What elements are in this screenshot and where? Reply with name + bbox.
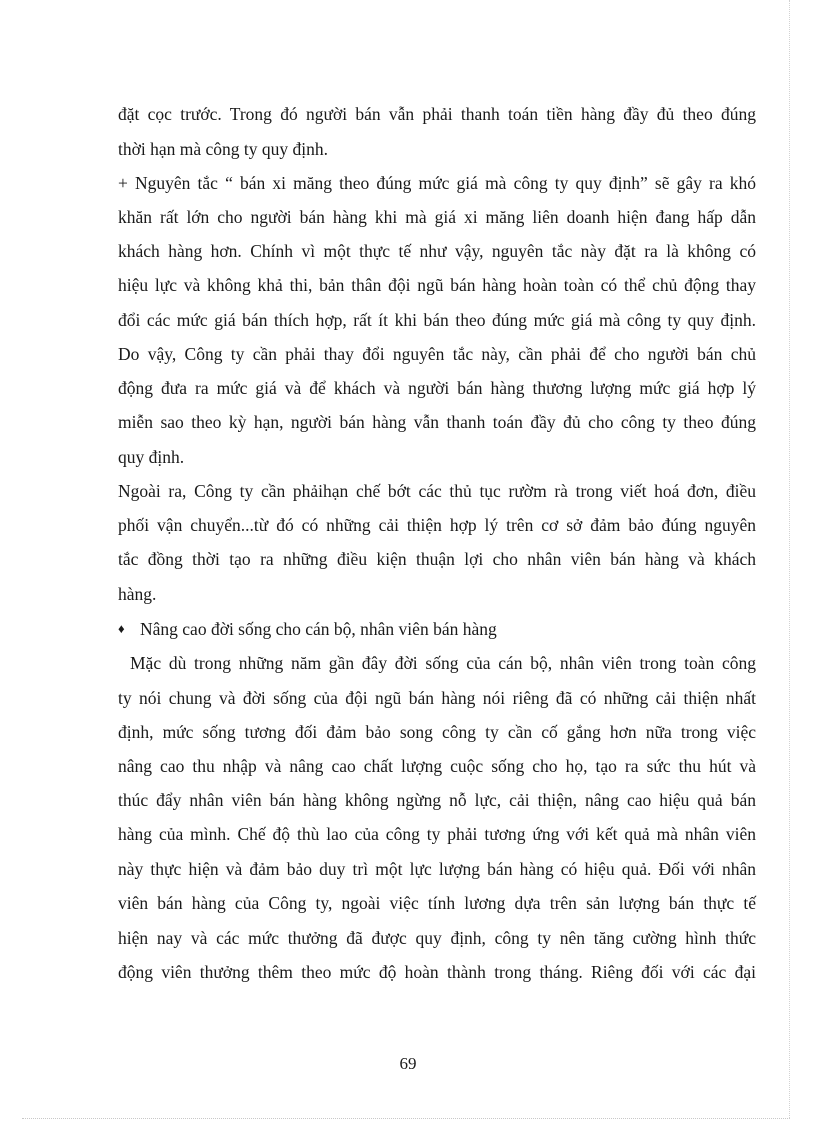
text-line: thúc đẩy nhân viên bán hàng không ngừng nỗ lực, cải thiện, nâng cao hiệu quả bán bbox=[118, 790, 756, 810]
text-line: nâng cao thu nhập và nâng cao chất lượng cuộc sống cho họ, tạo ra sức thu hút và bbox=[118, 756, 756, 776]
text-line: miễn sao theo kỳ hạn, người bán hàng vẫn thanh toán đầy đủ cho công ty theo đúng bbox=[118, 412, 756, 432]
page-border-bottom bbox=[22, 1118, 790, 1119]
text-line: Do vậy, Công ty cần phải thay đổi nguyên tắc này, cần phải để cho người bán chủ bbox=[118, 344, 756, 364]
text-line: định, mức sống tương đối đảm bảo song công ty cần cố gắng hơn nữa trong việc bbox=[118, 722, 756, 742]
section-heading-text: Nâng cao đời sống cho cán bộ, nhân viên bán hàng bbox=[140, 619, 497, 639]
text-line: quy định. bbox=[118, 447, 185, 467]
text-line: Mặc dù trong những năm gần đây đời sống của cán bộ, nhân viên trong toàn công bbox=[130, 653, 756, 673]
page-number: 69 bbox=[399, 1054, 417, 1073]
text-line: Ngoài ra, Công ty cần phảihạn chế bớt các thủ tục rườm rà trong viết hoá đơn, điều bbox=[118, 481, 756, 501]
text-line: khách hàng hơn. Chính vì một thực tế như vậy, nguyên tắc này đặt ra là không có bbox=[118, 241, 756, 261]
text-line: này thực hiện và đảm bảo duy trì một lực lượng bán hàng có hiệu quả. Đối với nhân bbox=[118, 859, 756, 879]
text-line: động đưa ra mức giá và để khách và người bán hàng thương lượng mức giá hợp lý bbox=[118, 378, 756, 398]
text-line: đặt cọc trước. Trong đó người bán vẫn phải thanh toán tiền hàng đầy đủ theo đúng bbox=[118, 104, 756, 124]
text-line: hàng. bbox=[118, 584, 157, 604]
page-border-right bbox=[789, 0, 790, 1118]
text-line: hiệu lực và không khả thi, bản thân đội ngũ bán hàng hoàn toàn có thể chủ động thay bbox=[118, 275, 756, 295]
text-line: tắc đồng thời tạo ra những điều kiện thuận lợi cho nhân viên bán hàng và khách bbox=[118, 549, 756, 569]
diamond-bullet-icon: ♦ bbox=[118, 621, 125, 636]
section-heading bbox=[118, 617, 756, 641]
text-line: phối vận chuyển...từ đó có những cải thiện hợp lý trên cơ sở đảm bảo đúng nguyên bbox=[118, 515, 756, 535]
text-line: ty nói chung và đời sống của đội ngũ bán hàng nói riêng đã có những cải thiện nhất bbox=[118, 688, 756, 708]
text-line: viên bán hàng của Công ty, ngoài việc tính lương dựa trên sản lượng bán thực tế bbox=[118, 893, 756, 913]
text-line: thời hạn mà công ty quy định. bbox=[118, 139, 328, 159]
text-line: đổi các mức giá bán thích hợp, rất ít khi bán theo đúng mức giá mà công ty quy định. bbox=[118, 310, 756, 330]
text-line: hiện nay và các mức thưởng đã được quy định, công ty nên tăng cường hình thức bbox=[118, 928, 756, 948]
text-line: hàng của mình. Chế độ thù lao của công ty phải tương ứng với kết quả mà nhân viên bbox=[118, 824, 756, 844]
text-line: + Nguyên tắc “ bán xi măng theo đúng mức giá mà công ty quy định” sẽ gây ra khó bbox=[118, 173, 756, 193]
text-line: động viên thưởng thêm theo mức độ hoàn thành trong tháng. Riêng đối với các đại bbox=[118, 962, 756, 982]
text-line: khăn rất lớn cho người bán hàng khi mà giá xi măng liên doanh hiện đang hấp dẫn bbox=[118, 207, 756, 227]
